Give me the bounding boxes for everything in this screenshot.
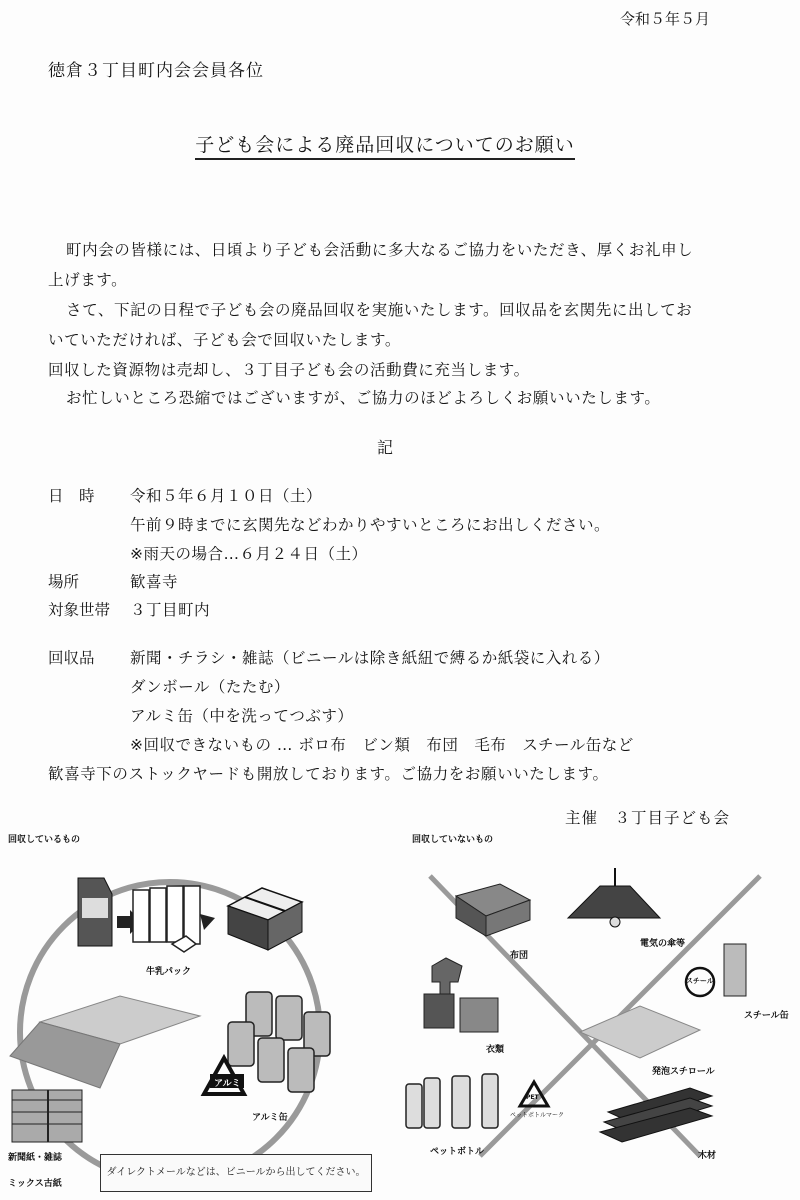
arrow-icon: [200, 914, 215, 930]
item-cardboard: ダンボール（たたむ）: [130, 678, 290, 696]
collected-heading: 回収しているもの: [8, 835, 81, 845]
datetime-value: 令和５年６月１０日（土）: [130, 487, 323, 505]
paragraph-1-line-1: 町内会の皆様には、日頃より子ども会活動に多大なるご協力をいただき、厚くお礼申し: [66, 241, 694, 259]
target-value: ３丁目町内: [130, 601, 211, 619]
paragraph-1-line-2: 上げます。: [48, 271, 128, 289]
not-collected-heading: 回収していないもの: [412, 835, 494, 845]
ki-heading: 記: [376, 438, 393, 457]
document-date: 令和５年５月: [619, 10, 710, 28]
datetime-note: 午前９時までに玄関先などわかりやすいところにお出しください。: [130, 516, 611, 534]
lamp-shade-icon: [568, 868, 660, 927]
wood-caption: 木材: [698, 1151, 717, 1161]
direct-mail-notice: ダイレクトメールなどは、ビニールから出してください。: [100, 1154, 372, 1192]
place-value: 歓喜寺: [130, 573, 179, 591]
milk-carton-icon: [78, 878, 112, 946]
styrofoam-caption: 発泡スチロール: [652, 1067, 715, 1077]
flattened-carton-icon: [133, 886, 200, 952]
mixed-paper-caption: ミックス古紙: [8, 1179, 62, 1189]
steel-mark-label: スチール: [686, 977, 714, 985]
target-label: 対象世帯: [48, 601, 111, 619]
items-label: 回収品: [48, 649, 95, 667]
organizer: 主催 ３丁目子ども会: [565, 809, 731, 827]
addressee: 徳倉３丁目町内会会員各位: [48, 61, 264, 81]
illustration-graphics: [0, 826, 800, 1200]
paragraph-2-line-1: さて、下記の日程で子ども会の廃品回収を実施いたします。回収品を玄関先に出してお: [66, 301, 693, 319]
paragraph-2-line-2: いていただければ、子ども会で回収いたします。: [48, 331, 401, 349]
item-aluminum: アルミ缶（中を洗ってつぶす）: [130, 707, 354, 725]
aluminum-mark-label: アルミ: [214, 1079, 241, 1089]
paper-bundles-icon: [10, 996, 200, 1142]
wood-icon: [600, 1088, 712, 1142]
rain-note: ※雨天の場合…６月２４日（土）: [130, 545, 368, 563]
steel-can-icon: [686, 944, 746, 996]
aluminum-can-caption: アルミ缶: [252, 1113, 288, 1123]
not-collected-note: ※回収できないもの … ボロ布 ビン類 布団 毛布 スチール缶など: [130, 736, 634, 754]
steel-can-caption: スチール缶: [744, 1011, 789, 1021]
milk-pack-caption: 牛乳パック: [146, 967, 192, 977]
pet-bottles-icon: [406, 1074, 498, 1128]
futon-caption: 布団: [510, 951, 529, 961]
paragraph-3: 回収した資源物は売却し、３丁目子ども会の活動費に充当します。: [48, 361, 530, 379]
clothes-caption: 衣類: [486, 1045, 505, 1055]
lamp-caption: 電気の傘等: [640, 939, 686, 949]
pet-mark-label: PET: [526, 1094, 539, 1101]
recycling-illustration: [0, 826, 800, 1200]
stockyard-note: 歓喜寺下のストックヤードも開放しております。ご協力をお願いいたします。: [48, 765, 609, 783]
pet-mark-caption: ペットボトルマーク: [510, 1112, 565, 1119]
item-newspaper: 新聞・チラシ・雑誌（ビニールは除き紙紐で縛るか紙袋に入れる）: [130, 649, 610, 667]
datetime-label: 日 時: [48, 487, 95, 505]
place-label: 場所: [48, 573, 80, 591]
paragraph-4: お忙しいところ恐縮ではございますが、ご協力のほどよろしくお願いいたします。: [66, 389, 661, 407]
futon-icon: [456, 884, 530, 936]
document-title: [0, 130, 770, 157]
newspaper-caption: 新聞紙・雑誌: [8, 1153, 63, 1163]
title-text: 子ども会による廃品回収についてのお願い: [195, 134, 575, 160]
clothes-icon: [424, 958, 498, 1032]
pet-bottle-caption: ペットボトル: [430, 1147, 485, 1157]
